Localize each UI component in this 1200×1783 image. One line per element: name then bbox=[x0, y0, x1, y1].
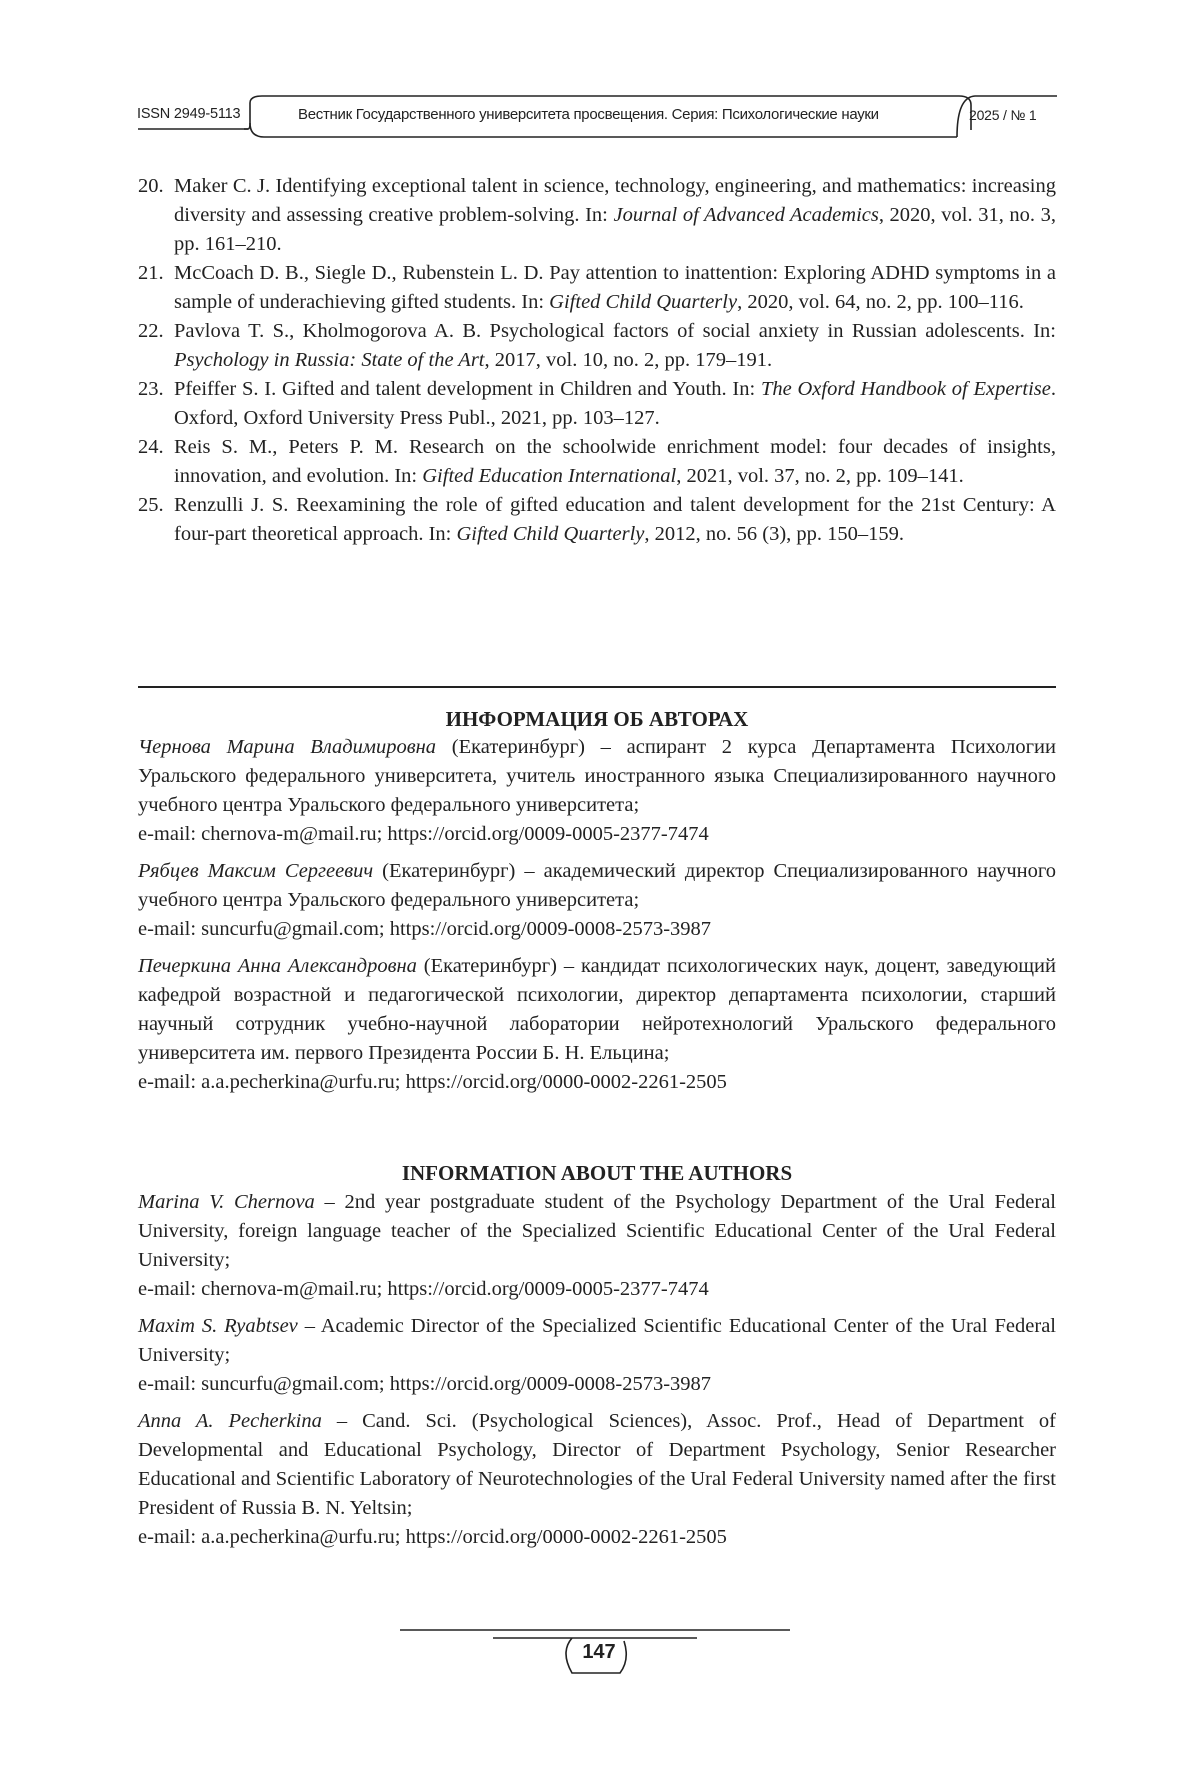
ru-authors-heading: ИНФОРМАЦИЯ ОБ АВТОРАХ bbox=[445, 707, 749, 731]
header-issn: ISSN 2949-5113 bbox=[137, 106, 241, 122]
reference-number: 25. bbox=[138, 494, 164, 516]
reference-source: Journal of Advanced Academics bbox=[613, 204, 879, 226]
reference-number: 21. bbox=[138, 262, 164, 284]
reference-item bbox=[138, 259, 1056, 317]
header-issue: 2025 / № 1 bbox=[969, 107, 1037, 123]
author-contact: e-mail: a.a.pecherkina@urfu.ru; https://orcid.org/0000-0002-2261-2505 bbox=[138, 1071, 727, 1093]
reference-item bbox=[138, 172, 1056, 259]
reference-item bbox=[138, 433, 1056, 491]
reference-number: 24. bbox=[138, 436, 164, 458]
reference-text: Renzulli J. S. Reexamining the role of gifted education and talent development for the 21st Century: A four-part theoretical approach. In: Gifted Child Quarterly, 2012, no. 56 (3), pp. 150–159. bbox=[174, 494, 1056, 545]
author-contact: e-mail: suncurfu@gmail.com; https://orcid.org/0009-0008-2573-3987 bbox=[138, 1373, 712, 1395]
header-frame bbox=[0, 0, 1200, 150]
en-authors-block bbox=[138, 1188, 1056, 1560]
reference-source: Gifted Child Quarterly bbox=[549, 291, 738, 313]
author-description: – 2nd year postgraduate student of the Psychology Department of the Ural Federal University, foreign language teacher of the Specialized Scientific Educational Center of the Ural Federal University; bbox=[138, 1191, 1057, 1271]
reference-source: The Oxford Handbook of Expertise bbox=[760, 378, 1051, 400]
reference-source: Psychology in Russia: State of the Art bbox=[174, 349, 485, 371]
reference-text: McCoach D. B., Siegle D., Rubenstein L. D. Pay attention to inattention: Exploring ADHD symptoms in a sample of underachieving gifted students. In: Gifted Child Quarterly, 2020, vol. 64, no. 2, pp. 100–116. bbox=[174, 262, 1056, 313]
reference-list bbox=[138, 172, 1056, 549]
author-description: (Екатеринбург) – аспирант 2 курса Департамента Психологии Уральского федерального университета, учитель иностранного языка Специализированного научного учебного центра Уральского федерального университета; bbox=[138, 736, 1056, 816]
author-description: – Academic Director of the Specialized Scientific Educational Center of the Ural Federal University; bbox=[138, 1315, 1056, 1366]
reference-item bbox=[138, 491, 1056, 549]
author-name: Печеркина Анна Александровна bbox=[138, 955, 417, 977]
author-contact: e-mail: suncurfu@gmail.com; https://orcid.org/0009-0008-2573-3987 bbox=[138, 918, 712, 940]
author-name: Marina V. Chernova bbox=[138, 1191, 315, 1213]
author-entry bbox=[138, 1188, 1056, 1304]
reference-text: Maker C. J. Identifying exceptional talent in science, technology, engineering, and mathematics: increasing diversity and assessing creative problem-solving. In: Journal of Advanced Academics, 2020, vol. 31, no. 3, pp. 161–210. bbox=[174, 175, 1056, 255]
reference-number: 23. bbox=[138, 378, 164, 400]
reference-text: Pfeiffer S. I. Gifted and talent development in Children and Youth. In: The Oxford Handbook of Expertise. Oxford, Oxford University Press Publ., 2021, pp. 103–127. bbox=[174, 378, 1056, 429]
en-authors-heading: INFORMATION ABOUT THE AUTHORS bbox=[401, 1161, 793, 1185]
author-name: Рябцев Максим Сергеевич bbox=[138, 860, 374, 882]
author-name: Чернова Марина Владимировна bbox=[138, 736, 437, 758]
author-description: (Екатеринбург) – кандидат психологических наук, доцент, заведующий кафедрой возрастной и педагогической психологии, директор департамента психологии, старший научный сотрудник учебно-научной лаборатории нейротехнологий Уральского федерального университета им. первого Президента России Б. Н. Ельцина; bbox=[138, 955, 1056, 1064]
author-entry bbox=[138, 952, 1056, 1097]
author-contact: e-mail: a.a.pecherkina@urfu.ru; https://orcid.org/0000-0002-2261-2505 bbox=[138, 1526, 727, 1548]
reference-item bbox=[138, 317, 1056, 375]
section-divider bbox=[138, 686, 1056, 688]
reference-text: Reis S. M., Peters P. M. Research on the schoolwide enrichment model: four decades of insights, innovation, and evolution. In: Gifted Education International, 2021, vol. 37, no. 2, pp. 109–141. bbox=[174, 436, 1056, 487]
author-description: – Cand. Sci. (Psychological Sciences), Assoc. Prof., Head of Department of Developmental and Educational Psychology, Director of Department Psychology, Senior Researcher Educational and Scientific Laboratory of Neurotechnologies of the Ural Federal University named after the first President of Russia B. N. Yeltsin; bbox=[138, 1410, 1056, 1519]
author-entry bbox=[138, 1407, 1056, 1552]
reference-source: Gifted Education International bbox=[422, 465, 677, 487]
author-entry bbox=[138, 857, 1056, 944]
author-name: Maxim S. Ryabtsev bbox=[138, 1315, 298, 1337]
reference-number: 20. bbox=[138, 175, 164, 197]
header-journal-title: Вестник Государственного университета просвещения. Серия: Психологические науки bbox=[298, 106, 879, 123]
page-number: 147 bbox=[582, 1641, 616, 1663]
reference-item bbox=[138, 375, 1056, 433]
reference-number: 22. bbox=[138, 320, 164, 342]
author-contact: e-mail: chernova-m@mail.ru; https://orcid.org/0009-0005-2377-7474 bbox=[138, 823, 709, 845]
author-description: (Екатеринбург) – академический директор Специализированного научного учебного центра Уральского федерального университета; bbox=[138, 860, 1057, 911]
author-name: Anna A. Pecherkina bbox=[138, 1410, 322, 1432]
ru-authors-block bbox=[138, 733, 1056, 1105]
reference-text: Pavlova T. S., Kholmogorova A. B. Psychological factors of social anxiety in Russian adolescents. In: Psychology in Russia: State of the Art, 2017, vol. 10, no. 2, pp. 179–191. bbox=[174, 320, 1056, 371]
author-contact: e-mail: chernova-m@mail.ru; https://orcid.org/0009-0005-2377-7474 bbox=[138, 1278, 709, 1300]
author-entry bbox=[138, 733, 1056, 849]
reference-source: Gifted Child Quarterly bbox=[456, 523, 645, 545]
author-entry bbox=[138, 1312, 1056, 1399]
